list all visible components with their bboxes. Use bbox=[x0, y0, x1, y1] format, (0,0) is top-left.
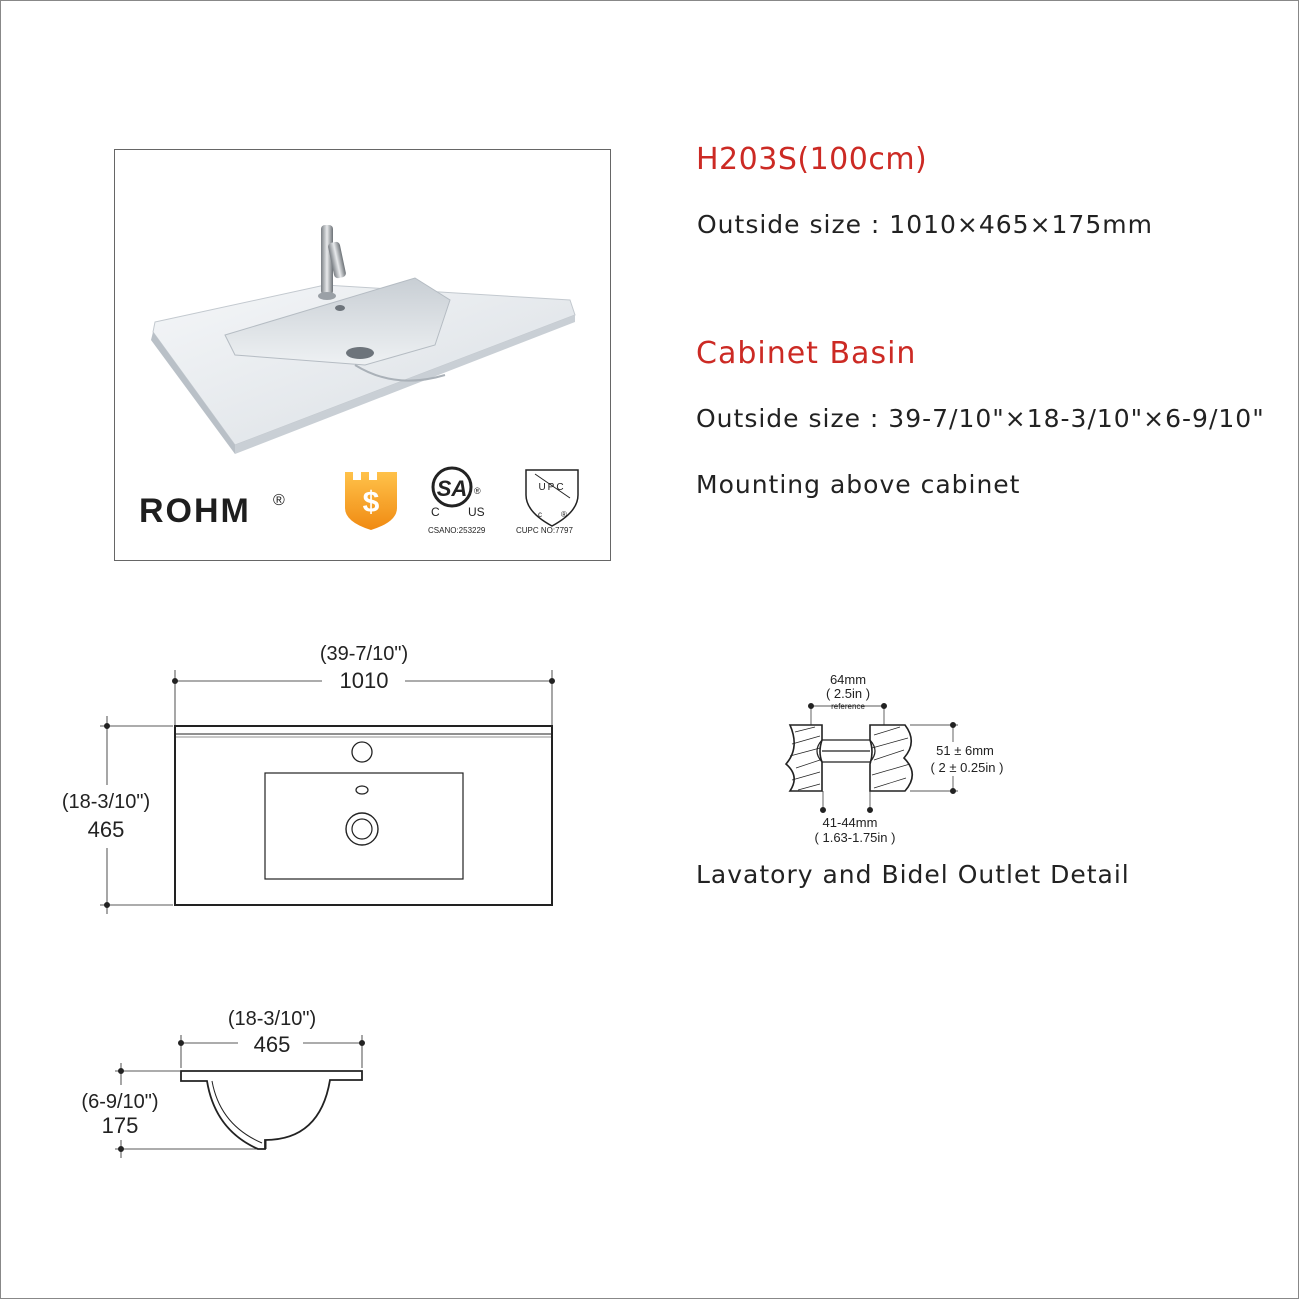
svg-text:$: $ bbox=[362, 486, 380, 519]
top-width-mm: 1010 bbox=[339, 668, 389, 693]
model-title: H203S(100cm) bbox=[696, 142, 928, 177]
mounting-note: Mounting above cabinet bbox=[696, 470, 1021, 499]
outside-size-inches: Outside size : 39-7/10"×18-3/10"×6-9/10" bbox=[696, 404, 1265, 433]
svg-text:CSANO:253229: CSANO:253229 bbox=[428, 526, 486, 535]
top-width-inches: (39-7/10") bbox=[319, 643, 409, 665]
side-height-mm: 175 bbox=[101, 1113, 139, 1138]
outlet-reference-label: reference bbox=[831, 702, 865, 711]
basin-photo bbox=[115, 150, 610, 560]
side-depth-mm: 465 bbox=[253, 1032, 291, 1057]
top-depth-inches: (18-3/10") bbox=[61, 791, 151, 813]
upc-certification-icon bbox=[516, 470, 578, 535]
svg-text:SA: SA bbox=[436, 476, 468, 501]
svg-text:UPC: UPC bbox=[538, 482, 566, 493]
dollar-shield-icon bbox=[345, 472, 397, 530]
outlet-bottom-mm: 41-44mm bbox=[822, 815, 878, 830]
outlet-right-inches: ( 2 ± 0.25in ) bbox=[930, 760, 1004, 775]
outlet-detail-caption: Lavatory and Bidel Outlet Detail bbox=[696, 860, 1130, 889]
svg-text:CUPC NO:7797: CUPC NO:7797 bbox=[516, 526, 573, 535]
product-photo-panel bbox=[114, 149, 611, 561]
outlet-top-mm: 64mm bbox=[829, 672, 867, 687]
top-depth-mm: 465 bbox=[87, 817, 125, 842]
svg-text:C: C bbox=[431, 505, 440, 519]
svg-text:®: ® bbox=[561, 510, 567, 519]
csa-certification-icon bbox=[428, 468, 486, 535]
outlet-top-inches: ( 2.5in ) bbox=[825, 686, 871, 701]
svg-text:US: US bbox=[468, 505, 485, 519]
side-depth-inches: (18-3/10") bbox=[227, 1008, 317, 1030]
brand-logo: ROHM bbox=[139, 492, 251, 530]
registered-mark: ® bbox=[273, 492, 285, 509]
side-height-inches: (6-9/10") bbox=[81, 1091, 159, 1113]
category-title: Cabinet Basin bbox=[696, 336, 917, 371]
outside-size-mm: Outside size : 1010×465×175mm bbox=[697, 210, 1153, 239]
outlet-bottom-inches: ( 1.63-1.75in ) bbox=[814, 830, 896, 845]
svg-text:c: c bbox=[538, 510, 542, 519]
svg-text:®: ® bbox=[474, 486, 481, 496]
outlet-right-mm: 51 ± 6mm bbox=[936, 743, 994, 758]
